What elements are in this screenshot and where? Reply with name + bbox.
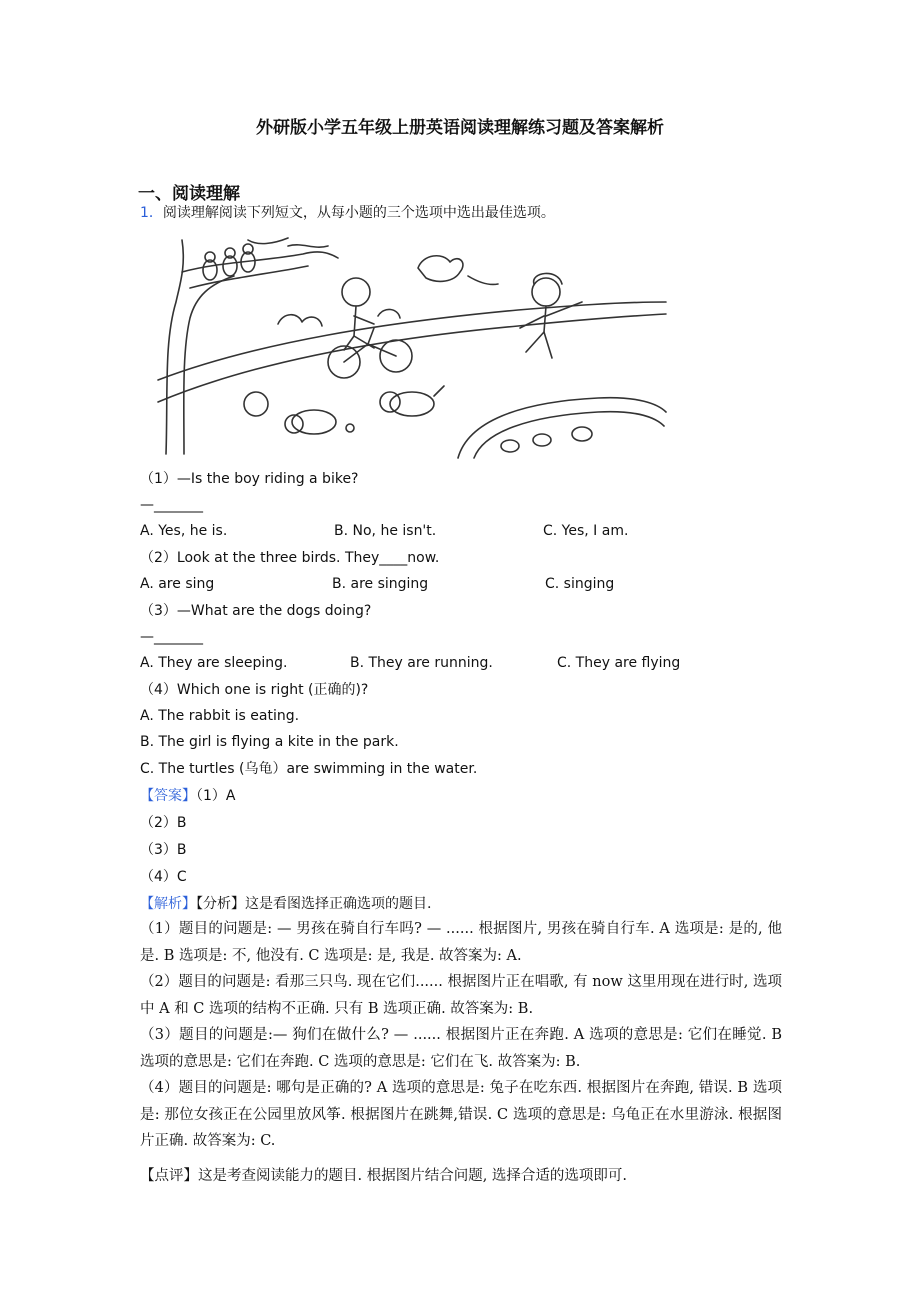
analysis-paragraph-4: （4）题目的问题是: 哪句是正确的? A 选项的意思是: 兔子在吃东西. 根据图片在奔跑, 错误. B 选项是: 那位女孩正在公园里放风筝. 根据图片在跳舞,错误. C 选项的意思是: 乌龟正在水里游泳. 根据图片正确. 故答案为: C. [140,1080,782,1149]
analysis-intro: 【分析】这是看图选择正确选项的题目. [196,896,432,912]
analysis-tag: 【解析】 [140,896,196,912]
item-3-option-b: B. They are running. [350,655,493,671]
item-3-prompt: （3）—What are the dogs doing? [140,603,372,619]
question-number: 1． [140,205,163,221]
analysis-comment: 【点评】这是考查阅读能力的题目. 根据图片结合问题, 选择合适的选项即可. [140,1168,628,1184]
item-2-option-b: B. are singing [332,576,429,592]
item-1-prompt: （1）—Is the boy riding a bike? [140,471,359,487]
analysis-intro-line [140,894,431,914]
item-3-option-a: A. They are sleeping. [140,655,288,671]
answer-line-2: （2）B [140,815,187,831]
item-4-option-b: B. The girl is flying a kite in the park. [140,734,399,750]
item-2-option-a: A. are sing [140,576,215,592]
question-instruction [140,203,555,223]
analysis-paragraph-1: （1）题目的问题是: — 男孩在骑自行车吗? — ...... 根据图片, 男孩在骑自行车. A 选项是: 是的, 他是. B 选项是: 不, 他没有. C 选项是: 是, 我是. 故答案为: A. [140,921,782,964]
item-2-option-c: C. singing [545,576,615,592]
analysis-paragraph-3: （3）题目的问题是:— 狗们在做什么? — ...... 根据图片正在奔跑. A 选项的意思是: 它们在睡觉. B 选项的意思是: 它们在奔跑. C 选项的意思是: 它们在飞. 故答案为: B. [140,1027,782,1070]
item-4-option-a: A. The rabbit is eating. [140,708,300,724]
item-2-prompt: （2）Look at the three birds. They____now. [140,550,440,566]
item-4-option-c: C. The turtles (乌龟）are swimming in the water. [140,761,478,777]
item-3-blank: —_______ [140,629,203,645]
item-1-blank: —_______ [140,497,203,513]
answer-line-1 [140,786,235,806]
document-title: 外研版小学五年级上册英语阅读理解练习题及答案解析 [256,118,664,138]
item-4-prompt: （4）Which one is right (正确的)? [140,682,369,698]
answer-value-1: （1）A [196,788,236,804]
answer-tag: 【答案】 [140,788,196,804]
section-heading: 一、阅读理解 [138,184,240,204]
item-1-option-a: A. Yes, he is. [140,523,228,539]
analysis-paragraph-2: （2）题目的问题是: 看那三只鸟. 现在它们...... 根据图片正在唱歌, 有 now 这里用现在进行时, 选项中 A 和 C 选项的结构不正确. 只有 B 选项正确. 故答案为: B. [140,974,782,1017]
instruction-text: 阅读理解阅读下列短文，从每小题的三个选项中选出最佳选项。 [162,205,555,221]
park-illustration [138,232,668,464]
item-3-option-c: C. They are flying [557,655,681,671]
item-1-option-c: C. Yes, I am. [543,523,629,539]
answer-line-4: （4）C [140,869,187,885]
item-1-option-b: B. No, he isn't. [334,523,437,539]
answer-line-3: （3）B [140,842,187,858]
